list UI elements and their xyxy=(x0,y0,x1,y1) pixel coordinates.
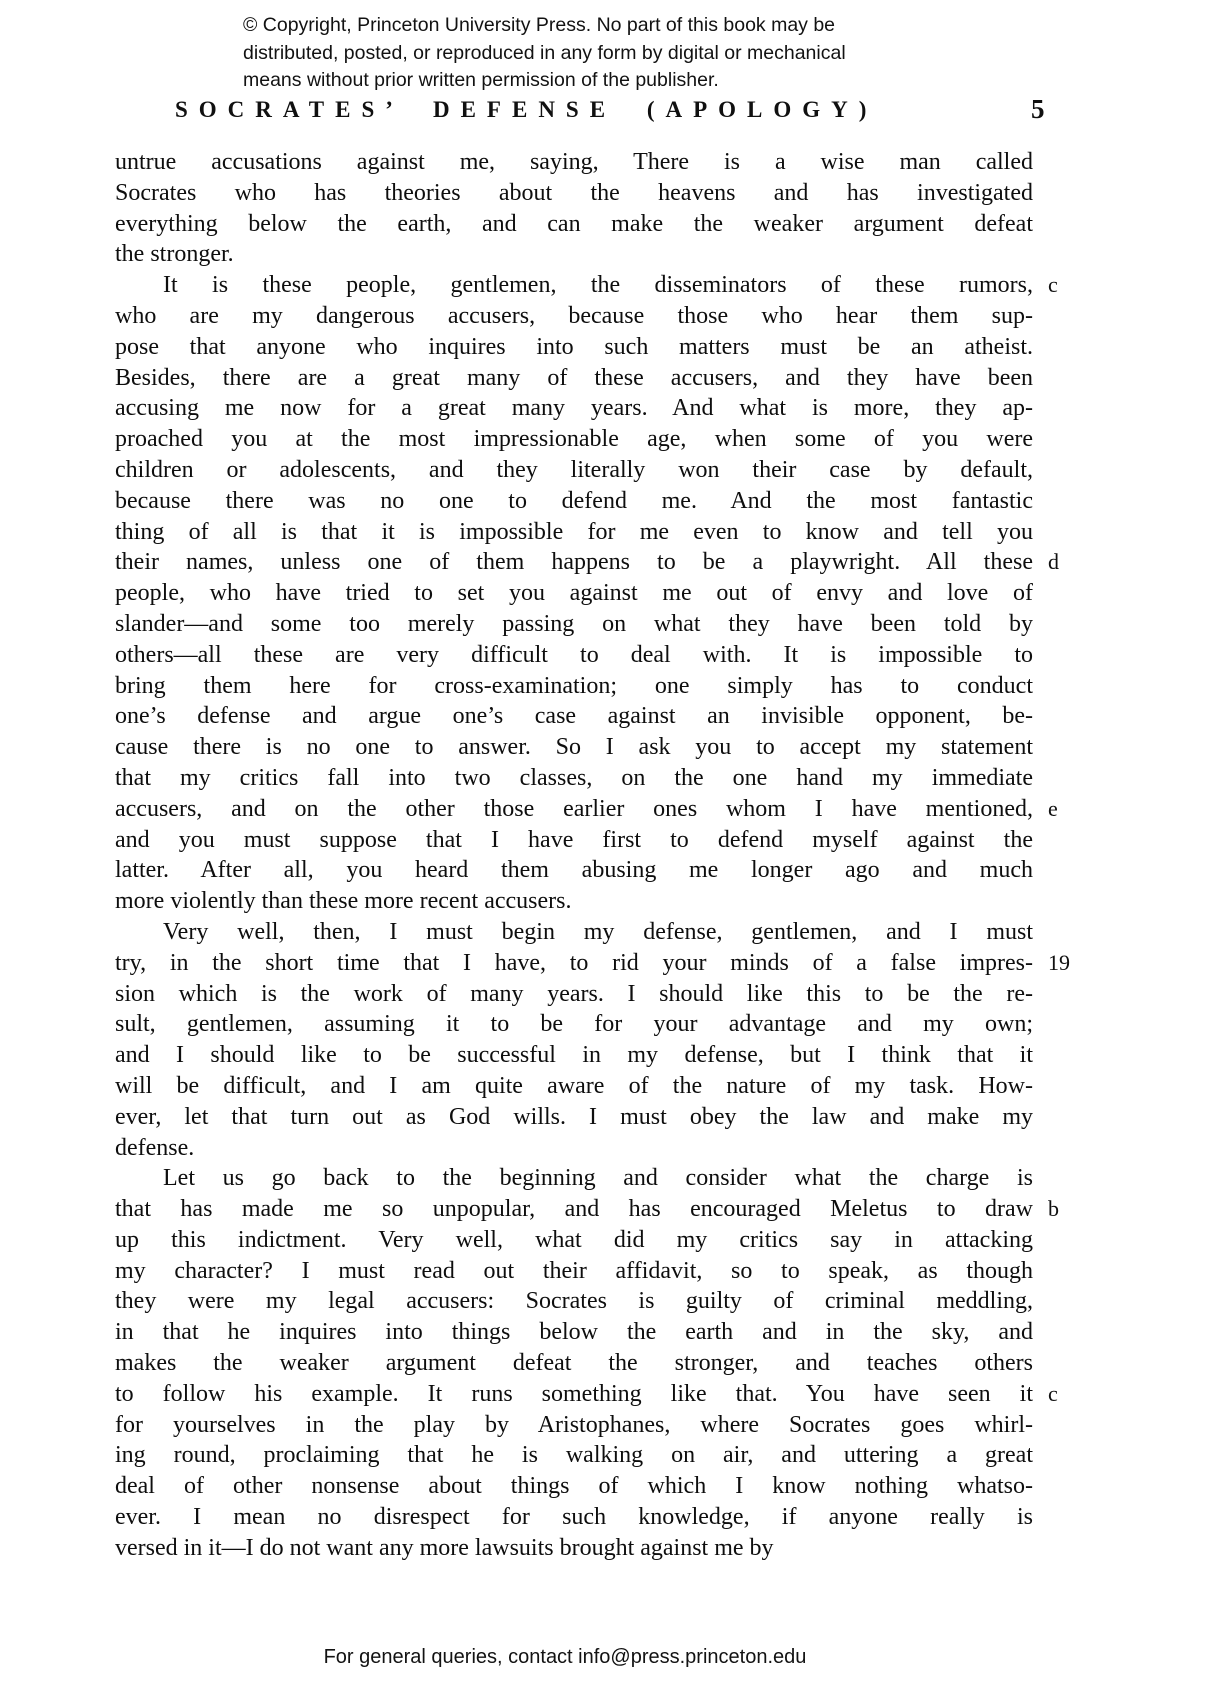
text-line: versed in it—I do not want any more lawsuits brought against me by xyxy=(115,1534,774,1561)
stephanus-marker: c xyxy=(1048,272,1058,298)
stephanus-marker: 19 xyxy=(1048,949,1070,975)
text-line: people, who have tried to set you against me out of envy and love of xyxy=(115,580,1033,607)
body-text xyxy=(115,147,1070,1564)
text-line: deal of other nonsense about things of which I know nothing whatso- xyxy=(115,1473,1033,1500)
text-line: accusing me now for a great many years. And what is more, they ap- xyxy=(115,395,1033,422)
text-line: sion which is the work of many years. I should like this to be the re- xyxy=(115,980,1033,1007)
text-line: that has made me so unpopular, and has encouraged Meletus to draw b xyxy=(115,1194,1033,1225)
text-line: because there was no one to defend me. And the most fantastic xyxy=(115,487,1033,514)
text-line: others—all these are very difficult to deal with. It is impossible to xyxy=(115,641,1033,668)
text-line: everything below the earth, and can make the weaker argument defeat xyxy=(115,210,1033,237)
stephanus-marker: c xyxy=(1048,1380,1058,1406)
text-line: their names, unless one of them happens to be a playwright. All these d xyxy=(115,547,1033,578)
text-line: my character? I must read out their affidavit, so to speak, as though xyxy=(115,1257,1033,1284)
text-line: that my critics fall into two classes, on the one hand my immediate xyxy=(115,764,1033,791)
text-line: Let us go back to the beginning and consider what the charge is xyxy=(163,1165,1033,1192)
text-line: up this indictment. Very well, what did my critics say in attacking xyxy=(115,1226,1033,1253)
text-line: Socrates who has theories about the heavens and has investigated xyxy=(115,179,1033,206)
text-line: latter. After all, you heard them abusing me longer ago and much xyxy=(115,857,1033,884)
text-line: cause there is no one to answer. So I ask you to accept my statement xyxy=(115,734,1033,761)
text-line: for yourselves in the play by Aristophanes, where Socrates goes whirl- xyxy=(115,1411,1033,1438)
text-line: more violently than these more recent accusers. xyxy=(115,888,572,915)
text-line: children or adolescents, and they literally won their case by default, xyxy=(115,456,1033,483)
text-line: try, in the short time that I have, to rid your minds of a false impres- 19 xyxy=(115,948,1033,979)
stephanus-marker: d xyxy=(1048,549,1059,575)
text-line: proached you at the most impressionable age, when some of you were xyxy=(115,426,1033,453)
stephanus-marker: e xyxy=(1048,795,1058,821)
text-line: and you must suppose that I have first to defend myself against the xyxy=(115,826,1033,853)
text-line: one’s defense and argue one’s case against an invisible opponent, be- xyxy=(115,703,1033,730)
text-line: Besides, there are a great many of these accusers, and they have been xyxy=(115,364,1033,391)
text-line: thing of all is that it is impossible for me even to know and tell you xyxy=(115,518,1033,545)
page-number: 5 xyxy=(1031,94,1045,124)
copyright-notice xyxy=(243,12,846,95)
text-line: makes the weaker argument defeat the stronger, and teaches others xyxy=(115,1350,1033,1377)
text-line: Very well, then, I must begin my defense, gentlemen, and I must xyxy=(163,918,1033,945)
running-head-title: SOCRATES’ DEFENSE (APOLOGY) xyxy=(175,97,878,122)
text-line: defense. xyxy=(115,1134,195,1161)
text-line: in that he inquires into things below the earth and in the sky, and xyxy=(115,1319,1033,1346)
text-line: and I should like to be successful in my defense, but I think that it xyxy=(115,1042,1033,1069)
text-line: untrue accusations against me, saying, There is a wise man called xyxy=(115,149,1033,175)
text-line: to follow his example. It runs something like that. You have seen it c xyxy=(115,1379,1033,1410)
text-line: will be difficult, and I am quite aware of the nature of my task. How- xyxy=(115,1072,1033,1099)
text-line: bring them here for cross-examination; one simply has to conduct xyxy=(115,672,1033,699)
text-line: they were my legal accusers: Socrates is guilty of criminal meddling, xyxy=(115,1288,1033,1315)
stephanus-marker: b xyxy=(1048,1196,1059,1222)
page-header xyxy=(115,94,1045,133)
text-line: slander—and some too merely passing on what they have been told by xyxy=(115,610,1033,637)
copyright-line: means without prior written permission of the publisher. xyxy=(243,69,719,91)
text-line: sult, gentlemen, assuming it to be for your advantage and my own; xyxy=(115,1011,1033,1038)
footer-contact: For general queries, contact info@press.princeton.edu xyxy=(323,1646,807,1668)
text-line: the stronger. xyxy=(115,241,234,268)
text-line: ing round, proclaiming that he is walking on air, and uttering a great xyxy=(115,1442,1033,1469)
text-line: accusers, and on the other those earlier ones whom I have mentioned, e xyxy=(115,794,1033,825)
text-line: pose that anyone who inquires into such matters must be an atheist. xyxy=(115,333,1033,360)
text-line: ever, let that turn out as God wills. I must obey the law and make my xyxy=(115,1103,1033,1130)
text-line: ever. I mean no disrespect for such knowledge, if anyone really is xyxy=(115,1504,1033,1531)
text-line: It is these people, gentlemen, the disseminators of these rumors, c xyxy=(115,270,1033,301)
copyright-line: distributed, posted, or reproduced in any form by digital or mechanical xyxy=(243,41,846,64)
text-line: who are my dangerous accusers, because those who hear them sup- xyxy=(115,302,1033,329)
copyright-line: © Copyright, Princeton University Press. No part of this book may be xyxy=(243,14,836,36)
